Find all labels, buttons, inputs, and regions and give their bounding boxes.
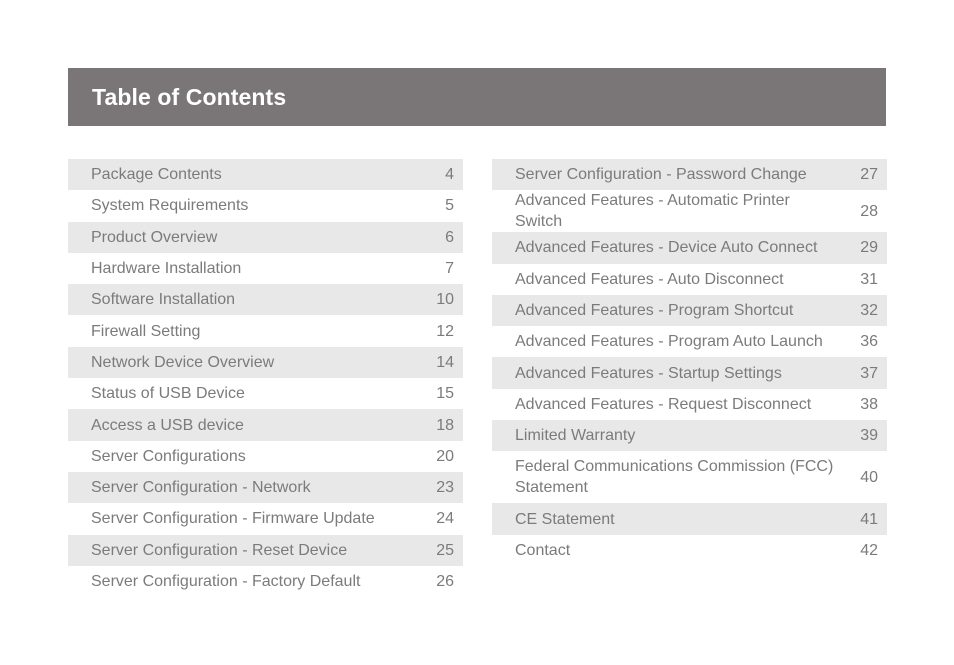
toc-entry-page: 27: [860, 166, 878, 184]
toc-entry-page: 37: [860, 364, 878, 382]
toc-entry-title: Limited Warranty: [515, 427, 636, 445]
toc-entry[interactable]: [68, 347, 463, 378]
toc-entry-page: 20: [436, 447, 454, 465]
toc-entry-page: 18: [436, 416, 454, 434]
toc-entry-title: Federal Communications Commission (FCC) Statement: [515, 458, 834, 497]
toc-entry-title: Package Contents: [91, 166, 222, 184]
toc-entry[interactable]: [492, 190, 887, 232]
toc-entry-title: Status of USB Device: [91, 385, 245, 403]
toc-entry-page: 28: [860, 202, 878, 220]
toc-entry[interactable]: [492, 451, 887, 503]
toc-entry-page: 38: [860, 395, 878, 413]
toc-entry[interactable]: [492, 232, 887, 263]
toc-entry-page: 40: [860, 468, 878, 486]
toc-entry[interactable]: [68, 159, 463, 190]
toc-entry-page: 39: [860, 427, 878, 445]
toc-entry[interactable]: [68, 566, 463, 597]
toc-entry[interactable]: [68, 378, 463, 409]
toc-entry-title: Hardware Installation: [91, 260, 242, 278]
toc-entry-title: Advanced Features - Automatic Printer Switch: [515, 192, 790, 231]
toc-entry-page: 15: [436, 385, 454, 403]
toc-entry[interactable]: [492, 295, 887, 326]
toc-entry-title: CE Statement: [515, 510, 615, 528]
toc-entry-page: 10: [436, 291, 454, 309]
toc-entry-page: 14: [436, 353, 454, 371]
toc-entry-title: Server Configuration - Network: [91, 479, 311, 497]
toc-entry[interactable]: [492, 535, 887, 566]
toc-entry[interactable]: [68, 441, 463, 472]
toc-entry-title: Server Configuration - Password Change: [515, 166, 807, 184]
toc-entry-title: Advanced Features - Request Disconnect: [515, 395, 812, 413]
toc-entry-page: 24: [436, 510, 454, 528]
toc-entry-title: Server Configuration - Firmware Update: [91, 510, 375, 528]
toc-entry[interactable]: [68, 503, 463, 534]
toc-entry[interactable]: [68, 222, 463, 253]
toc-entry-title: Server Configurations: [91, 447, 246, 465]
toc-column-left: [68, 159, 463, 597]
toc-entry-page: 12: [436, 322, 454, 340]
toc-entry[interactable]: [68, 253, 463, 284]
toc-entry[interactable]: [68, 315, 463, 346]
toc-entry-title: Server Configuration - Factory Default: [91, 573, 361, 590]
toc-entry[interactable]: [68, 190, 463, 221]
toc-entry[interactable]: [68, 472, 463, 503]
toc-entry-title: Advanced Features - Program Shortcut: [515, 302, 794, 320]
toc-entry[interactable]: [492, 159, 887, 190]
toc-entry-title: System Requirements: [91, 197, 249, 215]
page-title: Table of Contents: [92, 83, 287, 110]
toc-entry[interactable]: [492, 357, 887, 388]
toc-column-right: [492, 159, 887, 566]
toc-entry[interactable]: [492, 420, 887, 451]
toc-header: [68, 68, 886, 126]
toc-entry-page: 36: [860, 333, 878, 351]
toc-entry-title: Advanced Features - Startup Settings: [515, 364, 782, 382]
toc-entry-page: 42: [860, 541, 878, 559]
toc-entry-title: Software Installation: [91, 291, 236, 309]
toc-entry-page: 7: [445, 260, 454, 278]
toc-entry-page: 23: [436, 479, 454, 497]
toc-entry-title: Advanced Features - Auto Disconnect: [515, 270, 784, 288]
toc-entry-page: 26: [436, 573, 454, 590]
toc-entry[interactable]: [492, 264, 887, 295]
toc-entry-title: Product Overview: [91, 228, 218, 246]
toc-entry-page: 31: [860, 270, 878, 288]
toc-entry-title: Firewall Setting: [91, 322, 201, 340]
toc-entry-title: Contact: [515, 541, 571, 559]
toc-entry[interactable]: [68, 535, 463, 566]
toc-entry-page: 25: [436, 541, 454, 559]
toc-entry-page: 41: [860, 510, 878, 528]
toc-entry-title: Server Configuration - Reset Device: [91, 541, 348, 559]
toc-entry[interactable]: [492, 389, 887, 420]
toc-entry[interactable]: [68, 284, 463, 315]
toc-entry-title: Network Device Overview: [91, 353, 275, 371]
toc-entry-page: 6: [445, 228, 454, 246]
toc-entry[interactable]: [492, 326, 887, 357]
toc-entry[interactable]: [68, 409, 463, 440]
toc-entry-title: Access a USB device: [91, 416, 244, 434]
toc-entry-page: 32: [860, 302, 878, 320]
toc-entry-title: Advanced Features - Program Auto Launch: [515, 333, 823, 351]
toc-entry[interactable]: [492, 503, 887, 534]
toc-entry-title: Advanced Features - Device Auto Connect: [515, 239, 818, 257]
toc-entry-page: 4: [445, 166, 454, 184]
toc-entry-page: 5: [445, 197, 454, 215]
toc-entry-page: 29: [860, 239, 878, 257]
